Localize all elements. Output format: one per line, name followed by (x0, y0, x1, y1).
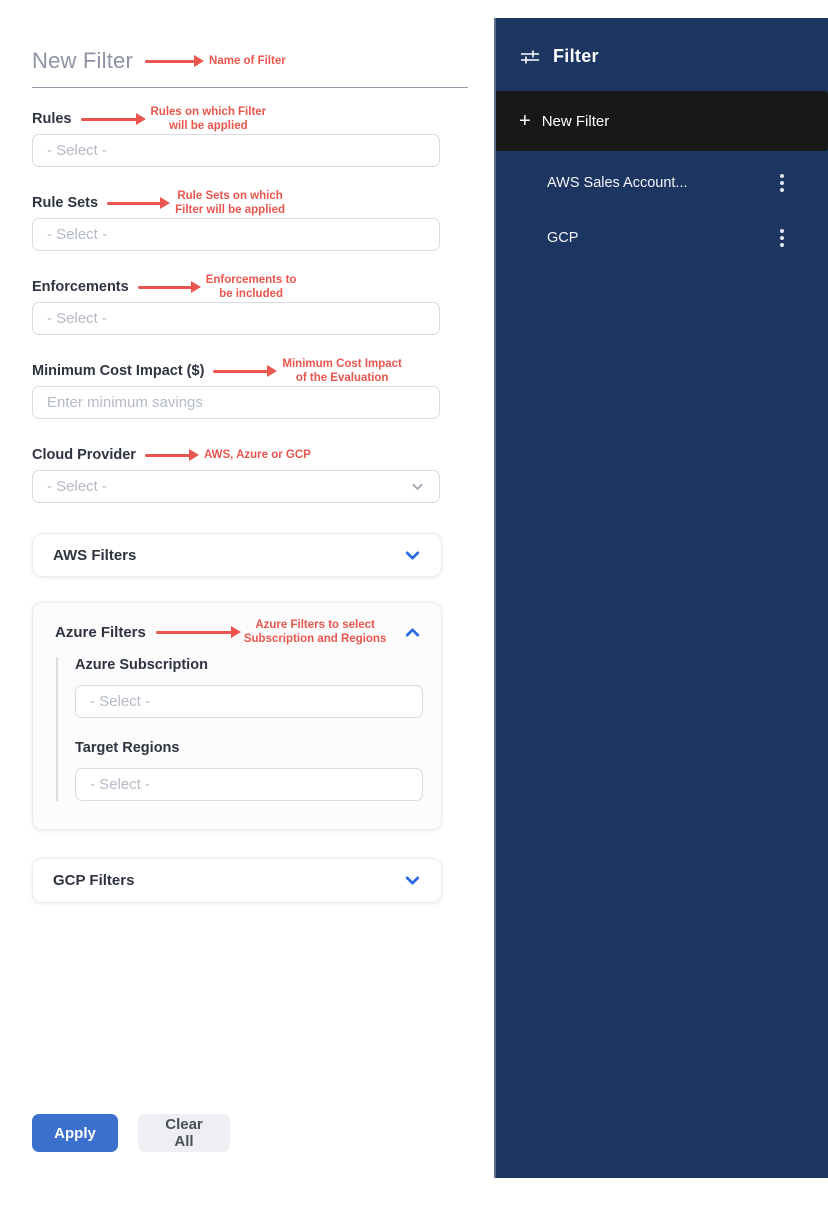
form-actions (32, 1114, 468, 1152)
sidebar-header (496, 18, 828, 91)
annotation-min-cost: Minimum Cost Impact of the Evaluation (282, 358, 402, 384)
clear-all-button[interactable]: Clear All (138, 1114, 230, 1152)
enforcements-select[interactable]: - Select - (32, 302, 440, 335)
rules-select[interactable]: - Select - (32, 134, 440, 167)
target-regions-select[interactable]: - Select - (75, 768, 423, 801)
new-filter-label: New Filter (541, 112, 610, 130)
azure-filters-section (32, 602, 442, 830)
kebab-menu-icon[interactable] (776, 170, 788, 196)
filter-item-label: GCP (547, 230, 579, 246)
gcp-filters-section[interactable] (32, 858, 442, 903)
title-divider (32, 87, 468, 88)
filter-sidebar (494, 18, 828, 1178)
rule-sets-label-row (32, 188, 468, 218)
gcp-filters-title: GCP Filters (53, 872, 135, 889)
annotation-arrow (107, 202, 161, 205)
annotation-arrow (145, 60, 195, 63)
aws-filters-section[interactable] (32, 533, 442, 577)
sidebar-item-aws-sales-account[interactable] (496, 160, 828, 206)
annotation-rule-sets: Rule Sets on which Filter will be applied (175, 190, 286, 216)
target-regions-label: Target Regions (75, 740, 180, 756)
chevron-down-icon[interactable] (404, 547, 421, 564)
rules-label-row (32, 104, 468, 134)
kebab-menu-icon[interactable] (776, 225, 788, 251)
chevron-down-icon[interactable] (404, 872, 421, 889)
azure-subscription-label: Azure Subscription (75, 657, 208, 673)
cloud-provider-label: Cloud Provider (32, 447, 136, 463)
annotation-arrow (81, 118, 137, 121)
aws-filters-title: AWS Filters (53, 546, 137, 564)
apply-button[interactable]: Apply (32, 1114, 118, 1152)
annotation-arrow (213, 370, 268, 373)
annotation-name-of-filter: Name of Filter (209, 55, 286, 67)
min-cost-label: Minimum Cost Impact ($) (32, 363, 205, 379)
annotation-azure-filters: Azure Filters to select Subscription and Regions (243, 619, 387, 645)
annotation-arrow (156, 631, 232, 634)
sidebar-title: Filter (553, 46, 599, 66)
enforcements-label-row (32, 272, 468, 302)
annotation-enforcements: Enforcements to be included (205, 274, 297, 300)
enforcements-label: Enforcements (32, 279, 129, 295)
cloud-provider-label-row (32, 440, 468, 470)
form-title-row (32, 46, 468, 76)
filter-name-title[interactable]: New Filter (32, 48, 134, 73)
plus-icon: + (519, 110, 531, 132)
annotation-rules: Rules on which Filter will be applied (150, 106, 267, 132)
min-savings-input[interactable]: Enter minimum savings (32, 386, 440, 419)
rule-sets-select[interactable]: - Select - (32, 218, 440, 251)
cloud-provider-select[interactable]: - Select - (32, 470, 440, 503)
annotation-cloud-provider: AWS, Azure or GCP (203, 449, 311, 461)
annotation-arrow (145, 454, 190, 457)
rules-label: Rules (32, 111, 72, 127)
azure-filters-header[interactable] (55, 617, 421, 647)
azure-filters-title: Azure Filters (55, 623, 146, 641)
rule-sets-label: Rule Sets (32, 195, 99, 211)
sliders-icon (520, 48, 540, 66)
chevron-up-icon[interactable] (404, 624, 421, 641)
min-cost-label-row (32, 356, 468, 386)
annotation-arrow (138, 286, 192, 289)
chevron-down-icon (410, 479, 425, 494)
filter-item-label: AWS Sales Account... (547, 175, 688, 191)
sidebar-item-gcp[interactable] (496, 215, 828, 261)
new-filter-button[interactable] (496, 91, 828, 151)
azure-filters-body (56, 657, 421, 801)
azure-subscription-select[interactable]: - Select - (75, 685, 423, 718)
